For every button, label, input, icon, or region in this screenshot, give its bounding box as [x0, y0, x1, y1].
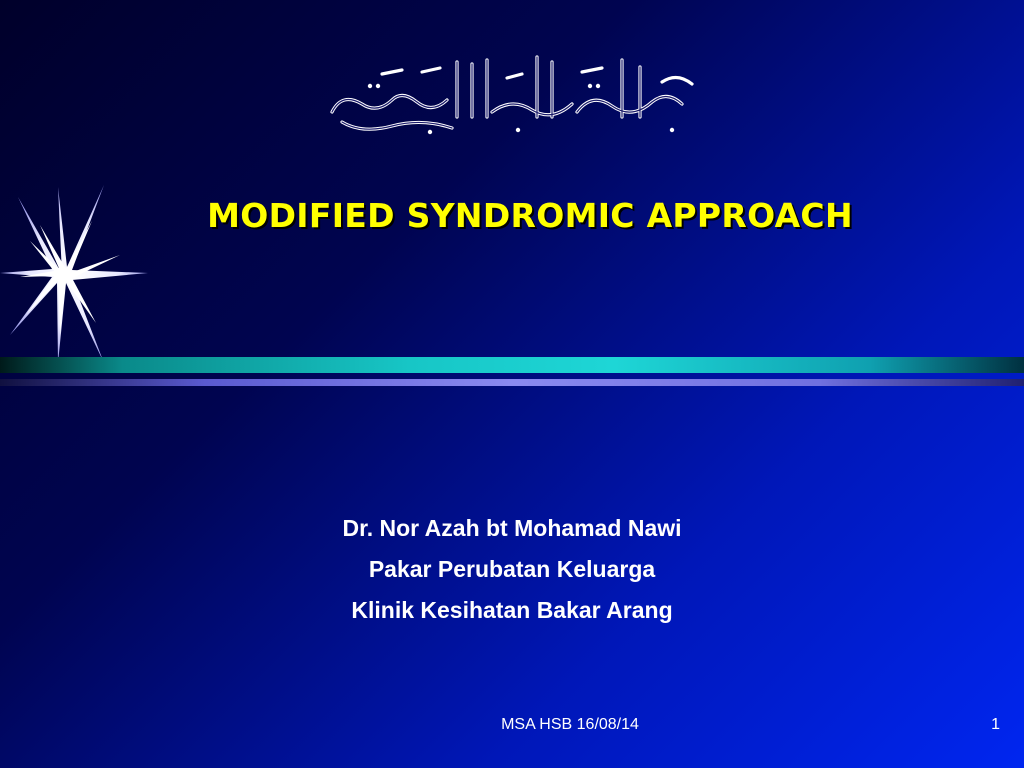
- divider-band-teal: [0, 357, 1024, 373]
- starburst-icon: [0, 185, 150, 365]
- slide-footer: MSA HSB 16/08/14: [501, 716, 639, 733]
- slide-page-number: 1: [991, 716, 1000, 733]
- author-block: [200, 508, 824, 631]
- author-affiliation: Klinik Kesihatan Bakar Arang: [351, 597, 673, 623]
- bismillah-calligraphy-image: [322, 42, 702, 142]
- slide-title: MODIFIED SYNDROMIC APPROACH: [207, 196, 853, 235]
- author-name: Dr. Nor Azah bt Mohamad Nawi: [342, 515, 682, 541]
- author-position: Pakar Perubatan Keluarga: [368, 556, 656, 582]
- divider-band-lavender: [0, 379, 1024, 386]
